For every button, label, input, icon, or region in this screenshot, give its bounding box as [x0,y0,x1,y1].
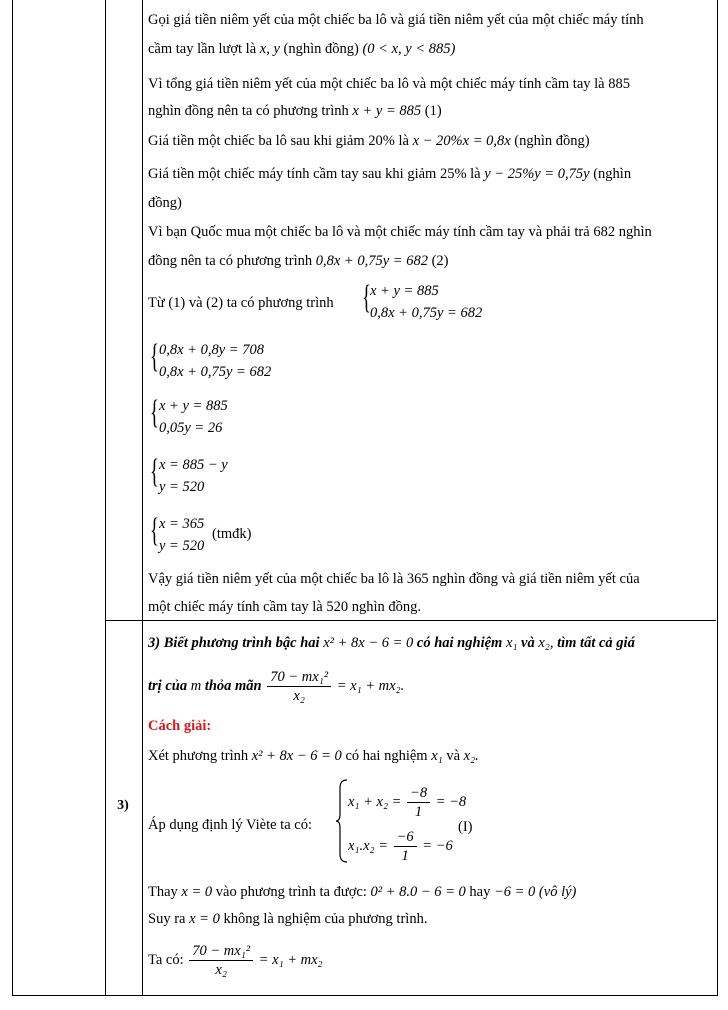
equation-1: nghìn đồng nên ta có phương trình x + y = 885 (1) [148,103,442,119]
step-not-root: Suy ra x = 0 không là nghiệm của phương trình. [148,911,428,927]
method-heading: Cách giải: [148,718,212,734]
system-2: 0,8x + 0,8y = 708 0,8x + 0,75y = 682 [159,342,272,380]
column-divider-left [105,0,106,995]
brace-system-4: { [150,453,159,490]
viete-sum: x₁ + x₂ = $\frac{-8}{1}$ = −8 [348,785,467,821]
paragraph-setup-cont: cầm tay lần lượt là x, y (nghìn đồng) (0 < x, y < 885) [148,41,456,57]
row-label-3: 3) [117,798,129,813]
paragraph-setup: Gọi giá tiền niêm yết của một chiếc ba lô và giá tiền niêm yết của một chiếc máy tính [148,12,644,28]
conclusion-cont: một chiếc máy tính cầm tay là 520 nghìn đồng. [148,599,422,615]
step-given: Ta có: $\frac{\text{70 − mx₁²}}{\text{x₂}}$ = x₁ + mx₂ [148,943,323,979]
row-divider [105,620,716,621]
brace-system-5: { [150,512,159,549]
brace-viete [335,778,349,864]
condition-note: (tmđk) [212,526,252,542]
equation-2: đồng nên ta có phương trình 0,8x + 0,75y = 682 (2) [148,253,449,269]
conclusion: Vậy giá tiền niêm yết của một chiếc ba lô là 365 nghìn đồng và giá tiền niêm yết của [148,571,640,587]
column-divider-right [142,0,143,995]
system-3: x + y = 885 0,05y = 26 [159,398,228,436]
viete-tag: (I) [458,819,473,835]
brace-system-2: { [150,338,159,375]
paragraph-payment: Vì bạn Quốc mua một chiếc ba lô và một chiếc máy tính cầm tay và phải trả 682 nghìn [148,224,652,240]
system-5: x = 365 y = 520 [159,516,205,554]
paragraph-backpack-discount: Giá tiền một chiếc ba lô sau khi giảm 20% là x − 20%x = 0,8x (nghìn đồng) [148,133,590,149]
paragraph-sum: Vì tổng giá tiền niêm yết của một chiếc ba lô và một chiếc máy tính cầm tay là 885 [148,76,630,92]
question-line-2: trị của m thỏa mãn $\frac{\text{70 − mx₁²}}{\text{x₂}}$ = x₁ + mx₂. [148,669,405,705]
brace-system-3: { [150,394,159,431]
step-substitute: Thay x = 0 vào phương trình ta được: 0² + 8.0 − 6 = 0 hay −6 = 0 (vô lý) [148,884,577,900]
viete-product: x₁.x₂ = $\frac{-6}{1}$ = −6 [348,829,453,865]
question-fraction: $\frac{\text{70 − mx₁²}}{\text{x₂}}$ [267,668,331,705]
question-line-1: 3) Biết phương trình bậc hai x² + 8x − 6 = 0 có hai nghiệm x₁ và x₂, tìm tất cả giá [148,635,635,651]
system-intro: Từ (1) và (2) ta có phương trình [148,295,334,311]
brace-system-1: { [362,279,371,316]
paragraph-calculator-unit: đồng) [148,195,182,211]
system-1: x + y = 885 0,8x + 0,75y = 682 [370,283,483,321]
step-consider-equation: Xét phương trình x² + 8x − 6 = 0 có hai nghiệm x₁ và x₂. [148,748,479,764]
paragraph-calculator-discount: Giá tiền một chiếc máy tính cầm tay sau khi giảm 25% là y − 25%y = 0,75y (nghìn [148,166,632,182]
step-viete-intro: Áp dụng định lý Viète ta có: [148,817,312,833]
system-4: x = 885 − y y = 520 [159,457,228,495]
